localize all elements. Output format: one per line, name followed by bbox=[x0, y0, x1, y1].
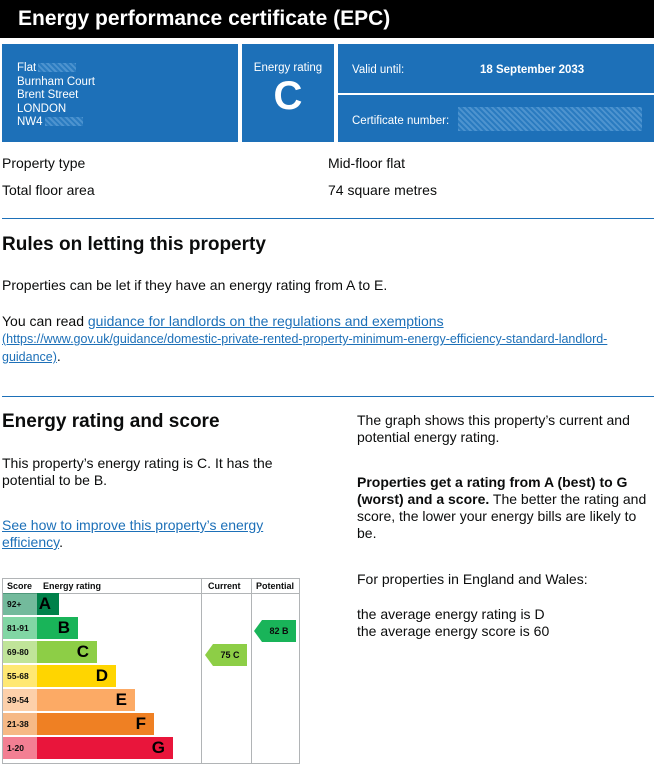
epc-rating-graph bbox=[2, 578, 300, 764]
valid-until-label: Valid until: bbox=[352, 64, 405, 76]
certificate-number-label: Certificate number: bbox=[352, 115, 450, 127]
certificate-header bbox=[0, 44, 654, 142]
graph-header-rule-right bbox=[201, 579, 299, 594]
letting-guidance-paragraph bbox=[2, 313, 642, 366]
letting-paragraph: Properties can be let if they have an energy rating from A to E. bbox=[2, 277, 388, 293]
floor-area-label: Total floor area bbox=[2, 182, 95, 198]
redacted-certificate-number bbox=[458, 107, 642, 131]
band-letter: B bbox=[57, 618, 70, 637]
property-address bbox=[2, 44, 238, 142]
band-letter: E bbox=[115, 690, 127, 709]
floor-area-row bbox=[2, 182, 437, 198]
rating-band-e bbox=[3, 689, 201, 711]
band-letter: A bbox=[38, 594, 51, 613]
rating-explainer-rest: The better the rating and score, the lower your energy bills are likely to be. bbox=[357, 491, 647, 541]
rating-band-f bbox=[3, 713, 201, 735]
england-wales-text: For properties in England and Wales: bbox=[357, 571, 588, 587]
graph-explainer: The graph shows this property’s current and potential energy rating. bbox=[357, 412, 630, 445]
band-range-label: 69-80 bbox=[7, 647, 29, 657]
band-range-label: 21-38 bbox=[7, 719, 29, 729]
page-title: Energy performance certificate (EPC) bbox=[18, 7, 391, 30]
graph-header-rating: Energy rating bbox=[43, 579, 101, 594]
graph-header-potential: Potential bbox=[256, 581, 295, 591]
address-line-2: Burnham Court bbox=[17, 75, 95, 88]
band-letter: D bbox=[95, 666, 108, 685]
energy-rating-box bbox=[242, 44, 334, 142]
band-range-label: 39-54 bbox=[7, 695, 29, 705]
band-bar-b bbox=[37, 617, 78, 639]
average-score-text: the average energy score is 60 bbox=[357, 623, 550, 639]
score-heading: Energy rating and score bbox=[2, 411, 220, 432]
rating-explainer bbox=[357, 474, 647, 542]
band-range-label: 55-68 bbox=[7, 671, 29, 681]
band-range-label: 92+ bbox=[7, 599, 22, 609]
guidance-link[interactable]: guidance for landlords on the regulations and exemptions bbox=[87, 313, 444, 329]
address-line-5: NW4 bbox=[17, 116, 43, 128]
improve-paragraph bbox=[2, 517, 302, 551]
section-divider bbox=[2, 218, 654, 219]
graph-header-current: Current bbox=[208, 581, 241, 591]
band-bar-c bbox=[37, 641, 97, 663]
section-divider bbox=[2, 396, 654, 397]
property-type-value: Mid-floor flat bbox=[328, 155, 406, 171]
guidance-prefix: You can read bbox=[2, 313, 88, 329]
band-range-label: 1-20 bbox=[7, 743, 25, 753]
average-rating-text: the average energy rating is D bbox=[357, 606, 545, 622]
rating-band-d bbox=[3, 665, 201, 687]
potential-rating-arrow-label: 82 B bbox=[269, 626, 289, 636]
property-type-row bbox=[2, 155, 406, 171]
valid-until-value: 18 September 2033 bbox=[480, 64, 585, 76]
improve-efficiency-link[interactable]: See how to improve this property’s energy efficiency bbox=[2, 517, 264, 550]
rating-band-a bbox=[3, 593, 201, 615]
band-letter: F bbox=[135, 714, 146, 733]
improve-suffix: . bbox=[59, 534, 63, 550]
address-line-1: Flat bbox=[17, 62, 37, 74]
certificate-number-box bbox=[338, 95, 654, 142]
address-line-4: LONDON bbox=[17, 102, 67, 115]
rating-band-c bbox=[3, 641, 201, 663]
current-rating-arrow-label: 75 C bbox=[220, 650, 240, 660]
band-letter: G bbox=[151, 738, 165, 757]
guidance-url-link[interactable]: (https://www.gov.uk/guidance/domestic-private-rented-property-minimum-energy-efficiency-standard-landlord-guidance) bbox=[2, 332, 608, 364]
floor-area-value: 74 square metres bbox=[328, 182, 437, 198]
redacted-postcode bbox=[45, 117, 83, 126]
property-type-label: Property type bbox=[2, 155, 86, 171]
score-paragraph: This property’s energy rating is C. It has the potential to be B. bbox=[2, 455, 273, 488]
valid-until-box bbox=[338, 44, 654, 93]
graph-header-rule bbox=[3, 579, 201, 594]
band-range-label: 81-91 bbox=[7, 623, 29, 633]
band-bar-g bbox=[37, 737, 173, 759]
band-bar-e bbox=[37, 689, 135, 711]
guidance-suffix: . bbox=[56, 348, 61, 364]
band-bar-a bbox=[37, 593, 59, 615]
redacted-flat-number bbox=[38, 63, 76, 72]
band-bar-f bbox=[37, 713, 154, 735]
rating-band-g bbox=[3, 737, 201, 759]
band-letter: C bbox=[76, 642, 89, 661]
energy-rating-value: C bbox=[273, 74, 303, 118]
energy-rating-label: Energy rating bbox=[253, 62, 323, 74]
address-line-3: Brent Street bbox=[17, 89, 79, 101]
rating-band-b bbox=[3, 617, 201, 639]
potential-rating-arrow bbox=[254, 620, 296, 642]
current-rating-arrow bbox=[205, 644, 247, 666]
title-bar bbox=[0, 0, 654, 38]
graph-header-score: Score bbox=[7, 579, 32, 594]
band-bar-d bbox=[37, 665, 116, 687]
rating-explainer-bold: Properties get a rating from A (best) to G (worst) and a score. bbox=[357, 474, 628, 507]
letting-heading: Rules on letting this property bbox=[2, 234, 266, 255]
